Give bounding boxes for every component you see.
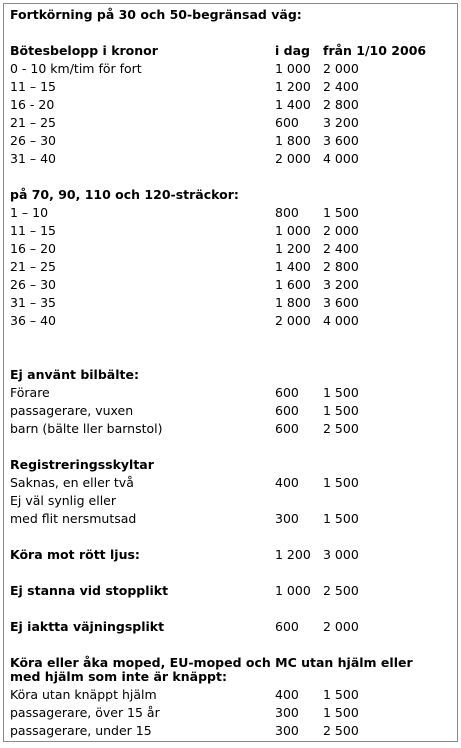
table-row: Saknas, en eller två 400 1 500 — [10, 475, 359, 490]
table-row: 31 – 40 2 000 4 000 — [10, 151, 359, 166]
header-today: i dag — [275, 43, 310, 58]
table-row: 11 – 15 1 200 2 400 — [10, 79, 359, 94]
header-from: från 1/10 2006 — [323, 43, 427, 58]
table-header — [10, 42, 450, 60]
table-row: Ej stanna vid stopplikt 1 000 2 500 — [10, 583, 359, 598]
table-row: 26 – 30 1 600 3 200 — [10, 277, 359, 292]
table-row: 16 – 20 1 200 2 400 — [10, 241, 359, 256]
table-row: barn (bälte ller barnstol) 600 2 500 — [10, 421, 359, 436]
table-row: passagerare, vuxen 600 1 500 — [10, 403, 359, 418]
table-row: 16 - 20 1 400 2 800 — [10, 97, 359, 112]
table-row: 21 – 25 1 400 2 800 — [10, 259, 359, 274]
table-row: 36 – 40 2 000 4 000 — [10, 313, 359, 328]
fines-document — [3, 3, 458, 742]
table-row: 26 – 30 1 800 3 600 — [10, 133, 359, 148]
table-row: Förare 600 1 500 — [10, 385, 359, 400]
table-row: 11 – 15 1 000 2 000 — [10, 223, 359, 238]
header-label: Bötesbelopp i kronor — [10, 43, 158, 58]
section-heading: på 70, 90, 110 och 120-sträckor: — [10, 187, 239, 202]
section-heading: Köra eller åka moped, EU-moped och MC utan hjälm eller — [10, 655, 413, 670]
table-row: Köra utan knäppt hjälm 400 1 500 — [10, 687, 359, 702]
table-row: passagerare, under 15 300 2 500 — [10, 723, 359, 738]
table-row: passagerare, över 15 år 300 1 500 — [10, 705, 359, 720]
table-row: 31 – 35 1 800 3 600 — [10, 295, 359, 310]
table-row: med flit nersmutsad 300 1 500 — [10, 511, 359, 526]
section-heading: Registreringsskyltar — [10, 457, 154, 472]
page-title: Fortkörning på 30 och 50-begränsad väg: — [10, 7, 302, 22]
section-heading: Ej använt bilbälte: — [10, 367, 139, 382]
table-row: 0 - 10 km/tim för fort 1 000 2 000 — [10, 61, 359, 76]
table-row: Köra mot rött ljus: 1 200 3 000 — [10, 547, 359, 562]
table-row: 21 – 25 600 3 200 — [10, 115, 359, 130]
table-row: Ej iaktta väjningsplikt 600 2 000 — [10, 619, 359, 634]
table-row: Ej väl synlig eller — [10, 493, 116, 508]
section-heading: med hjälm som inte är knäppt: — [10, 669, 227, 684]
table-row: 1 – 10 800 1 500 — [10, 205, 359, 220]
